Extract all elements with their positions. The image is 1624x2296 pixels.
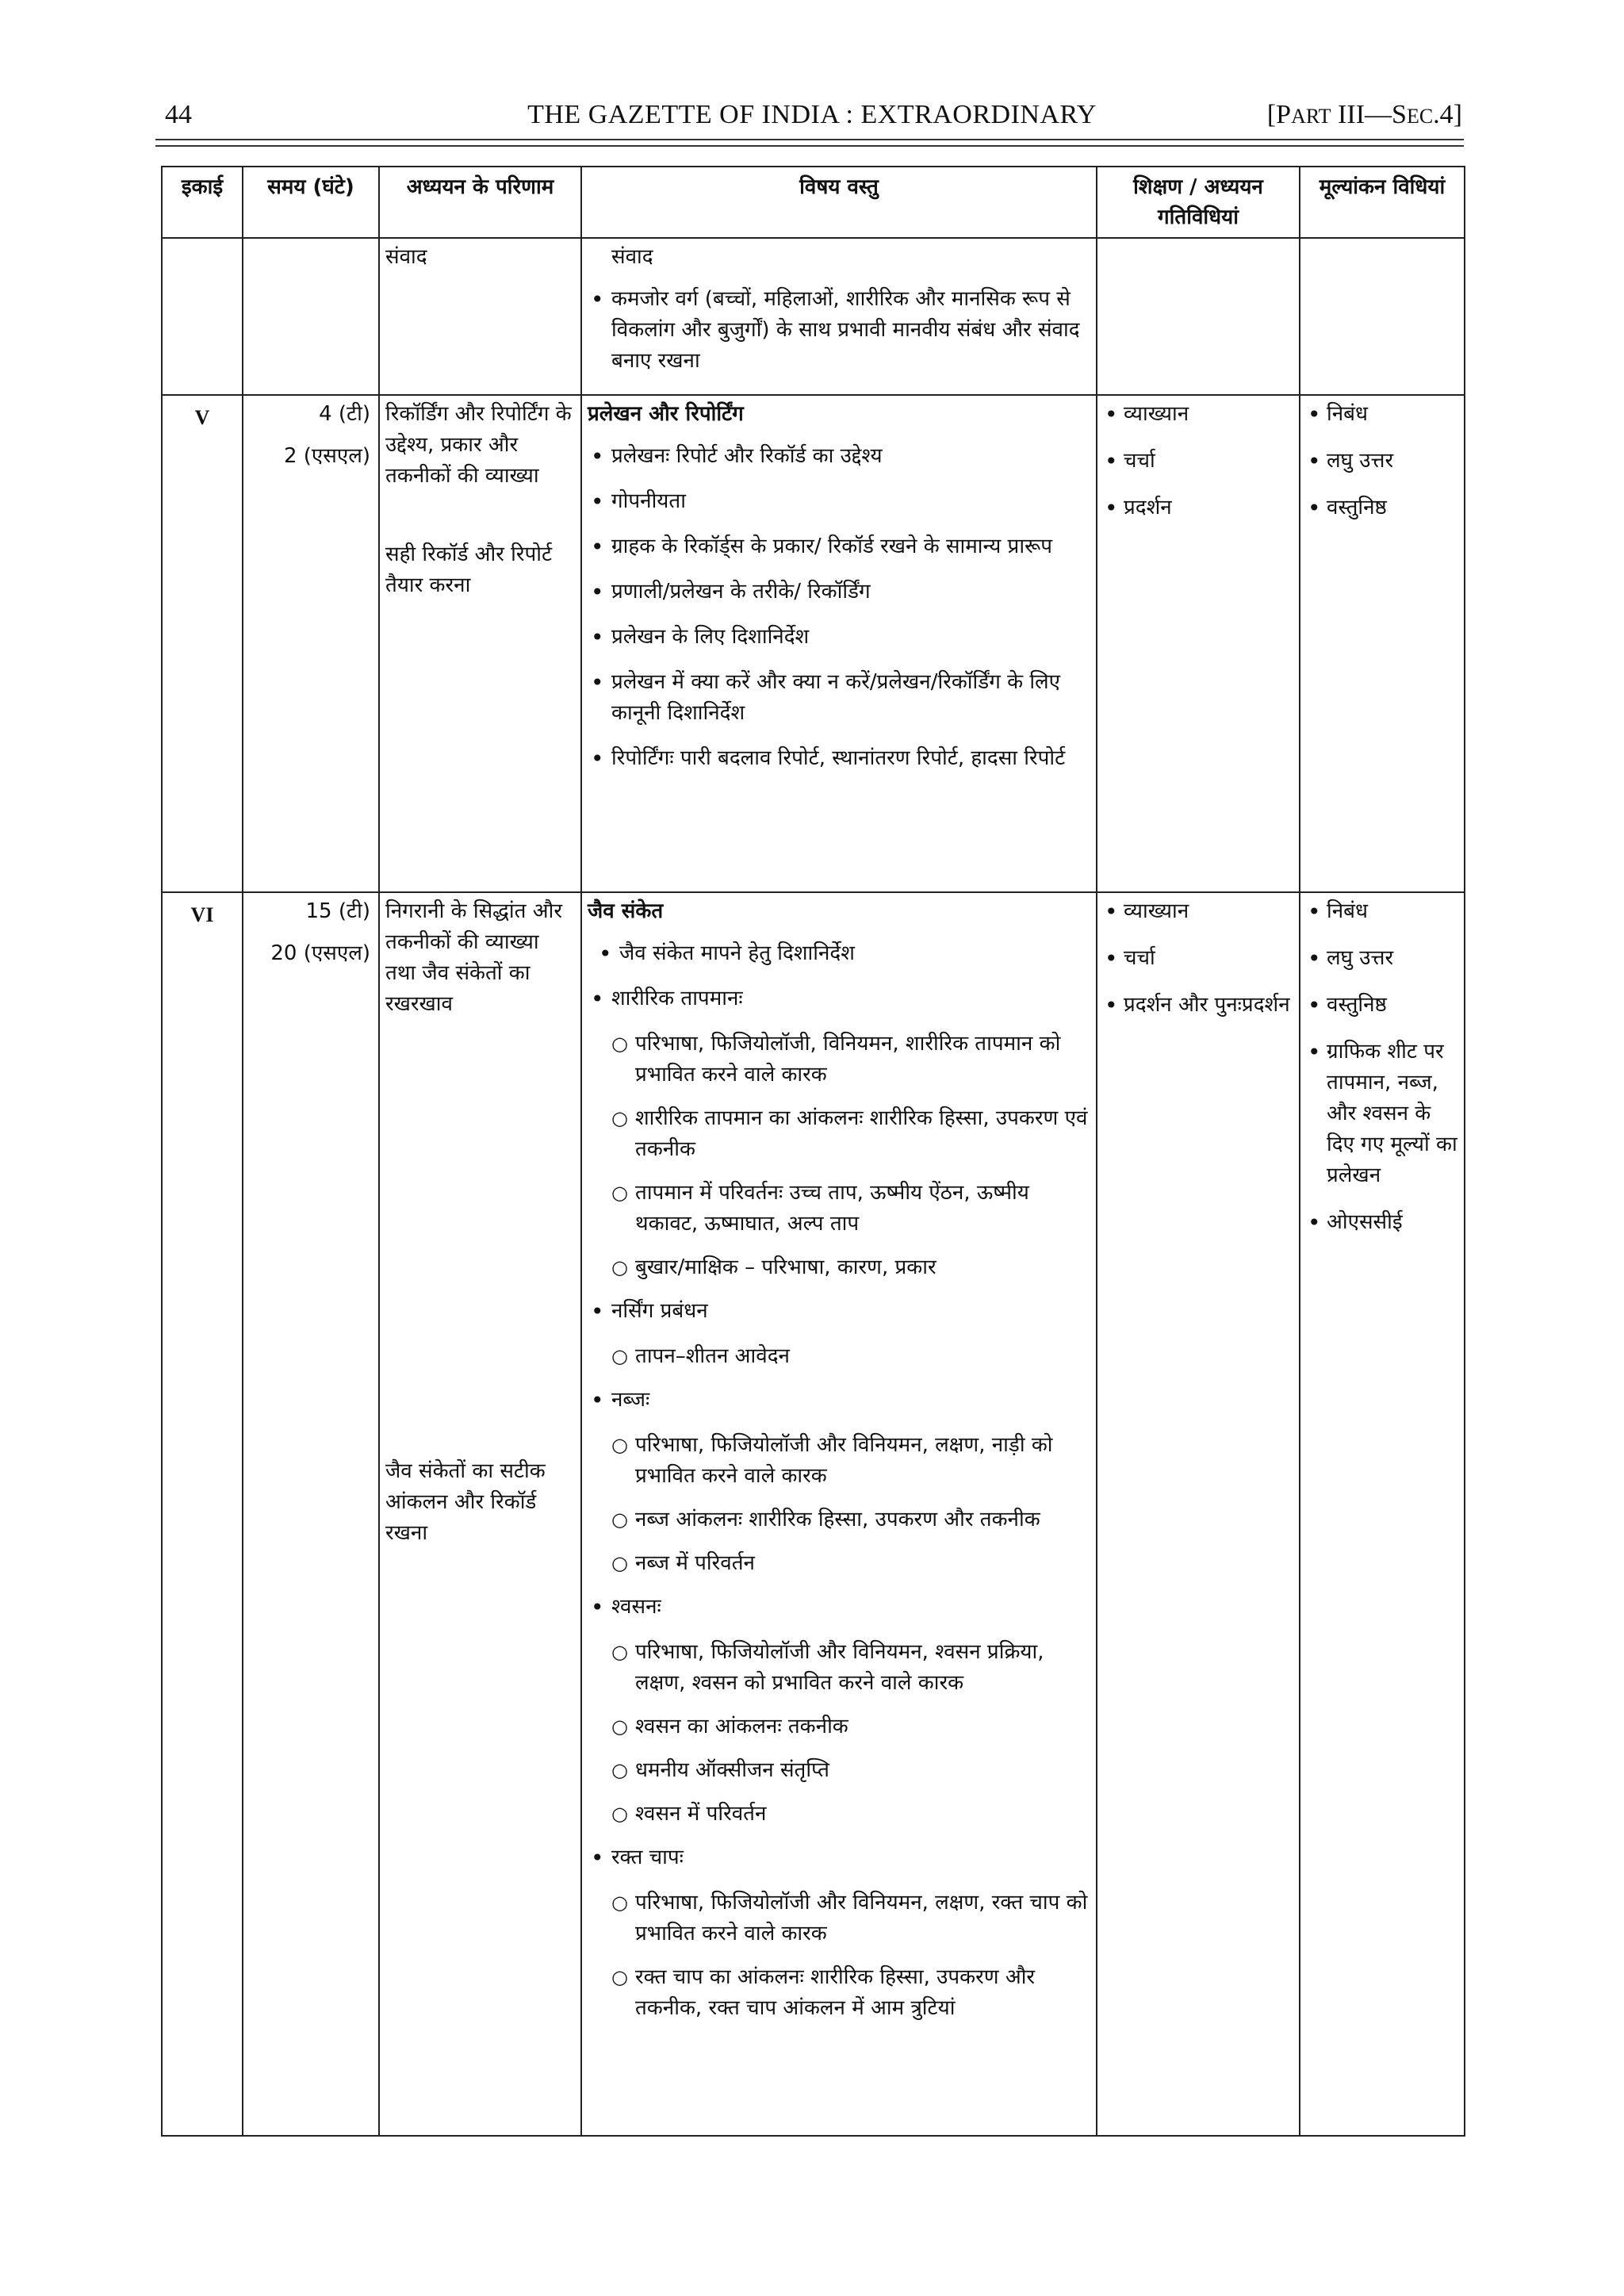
assessment-item: • निबंध bbox=[1306, 399, 1458, 430]
cell-assessment bbox=[1300, 892, 1465, 2136]
header-rule-bottom bbox=[155, 145, 1464, 147]
cell-assessment bbox=[1300, 238, 1465, 395]
time-self-learning: 2 (एसएल) bbox=[283, 444, 370, 468]
assessment-item: • ओएससीई bbox=[1306, 1207, 1458, 1238]
content-item: • गोपनीयता bbox=[588, 486, 1090, 517]
cell-unit: VI bbox=[162, 892, 243, 2136]
content-item: • श्वसनः bbox=[588, 1592, 1090, 1623]
content-subitem: ○ परिभाषा, फिजियोलॉजी और विनियमन, लक्षण, नाड़ी को प्रभावित करने वाले कारक bbox=[588, 1430, 1090, 1492]
content-subitem: ○ श्वसन का आंकलनः तकनीक bbox=[588, 1711, 1090, 1742]
table-header-row bbox=[162, 167, 1465, 238]
content-subitem: ○ श्वसन में परिवर्तन bbox=[588, 1799, 1090, 1830]
syllabus-table bbox=[161, 166, 1465, 2137]
content-subitem: ○ शारीरिक तापमान का आंकलनः शारीरिक हिस्सा, उपकरण एवं तकनीक bbox=[588, 1103, 1090, 1165]
cell-unit bbox=[162, 238, 243, 395]
cell-assessment bbox=[1300, 395, 1465, 892]
page-number: 44 bbox=[165, 100, 192, 129]
content-item: • नब्जः bbox=[588, 1385, 1090, 1416]
content-subitem: ○ तापमान में परिवर्तनः उच्च ताप, ऊष्मीय ऐंठन, ऊष्मीय थकावट, ऊष्माघात, अल्प ताप bbox=[588, 1178, 1090, 1240]
content-subitem: ○ धमनीय ऑक्सीजन संतृप्ति bbox=[588, 1755, 1090, 1786]
header-time: समय (घंटे) bbox=[243, 167, 379, 238]
table-row-continued bbox=[162, 238, 1465, 395]
cell-teaching bbox=[1097, 395, 1300, 892]
content-subitem: ○ बुखार/माक्षिक – परिभाषा, कारण, प्रकार bbox=[588, 1252, 1090, 1283]
content-item: • नर्सिंग प्रबंधन bbox=[588, 1296, 1090, 1327]
content-item: • रिपोर्टिंगः पारी बदलाव रिपोर्ट, स्थानांतरण रिपोर्ट, हादसा रिपोर्ट bbox=[588, 743, 1090, 774]
assessment-item: • लघु उत्तर bbox=[1306, 446, 1458, 477]
header-content: विषय वस्तु bbox=[581, 167, 1097, 238]
cell-outcome bbox=[379, 238, 581, 395]
content-item: • जैव संकेत मापने हेतु दिशानिर्देश bbox=[588, 938, 1090, 969]
content-item: संवाद bbox=[611, 245, 653, 269]
cell-outcome bbox=[379, 892, 581, 2136]
assessment-item: • वस्तुनिष्ठ bbox=[1306, 493, 1458, 523]
header-outcome: अध्ययन के परिणाम bbox=[379, 167, 581, 238]
teaching-item: • चर्चा bbox=[1103, 943, 1293, 974]
content-item: • प्रलेखन के लिए दिशानिर्देश bbox=[588, 622, 1090, 653]
outcome-text: संवाद bbox=[385, 245, 427, 269]
teaching-item: • व्याख्यान bbox=[1103, 399, 1293, 430]
content-subitem: ○ तापन–शीतन आवेदन bbox=[588, 1341, 1090, 1372]
cell-teaching bbox=[1097, 892, 1300, 2136]
cell-content bbox=[581, 238, 1097, 395]
header-teaching: शिक्षण / अध्ययन गतिविधियां bbox=[1097, 167, 1300, 238]
content-subitem: ○ परिभाषा, फिजियोलॉजी और विनियमन, लक्षण, रक्त चाप को प्रभावित करने वाले कारक bbox=[588, 1888, 1090, 1949]
gazette-title: THE GAZETTE OF INDIA : EXTRAORDINARY bbox=[527, 100, 1097, 129]
content-item: • प्रणाली/प्रलेखन के तरीके/ रिकॉर्डिंग bbox=[588, 577, 1090, 608]
header-unit: इकाई bbox=[162, 167, 243, 238]
page-header bbox=[162, 94, 1462, 141]
cell-time bbox=[243, 395, 379, 892]
cell-time bbox=[243, 892, 379, 2136]
content-item: • शारीरिक तापमानः bbox=[588, 983, 1090, 1014]
cell-time bbox=[243, 238, 379, 395]
header-assessment: मूल्यांकन विधियां bbox=[1300, 167, 1465, 238]
content-item: • कमजोर वर्ग (बच्चों, महिलाओं, शारीरिक और मानसिक रूप से विकलांग और बुजुर्गों) के साथ प्रभावी मानवीय संबंध और संवाद बनाए रखना bbox=[588, 284, 1090, 377]
time-theory: 4 (टी) bbox=[319, 402, 370, 426]
cell-unit: V bbox=[162, 395, 243, 892]
time-self-learning: 20 (एसएल) bbox=[270, 941, 370, 965]
outcome-text: निगरानी के सिद्धांत और तकनीकों की व्याख्या तथा जैव संकेतों का रखरखाव bbox=[385, 899, 562, 1016]
content-item: • रक्त चापः bbox=[588, 1842, 1090, 1873]
part-section-label: [PART III—SEC.4] bbox=[1266, 100, 1462, 129]
content-heading: प्रलेखन और रिपोर्टिंग bbox=[588, 402, 744, 426]
content-item: • ग्राहक के रिकॉर्ड्स के प्रकार/ रिकॉर्ड रखने के सामान्य प्रारूप bbox=[588, 531, 1090, 562]
cell-content bbox=[581, 395, 1097, 892]
content-subitem: ○ नब्ज में परिवर्तन bbox=[588, 1548, 1090, 1579]
teaching-item: • प्रदर्शन bbox=[1103, 493, 1293, 523]
assessment-item: • लघु उत्तर bbox=[1306, 943, 1458, 974]
assessment-item: • निबंध bbox=[1306, 896, 1458, 927]
header-rule-top bbox=[155, 139, 1464, 140]
content-subitem: ○ परिभाषा, फिजियोलॉजी और विनियमन, श्वसन प्रक्रिया, लक्षण, श्वसन को प्रभावित करने वाले कारक bbox=[588, 1637, 1090, 1699]
teaching-item: • व्याख्यान bbox=[1103, 896, 1293, 927]
content-item: • प्रलेखनः रिपोर्ट और रिकॉर्ड का उद्देश्य bbox=[588, 441, 1090, 472]
teaching-item: • प्रदर्शन और पुनःप्रदर्शन bbox=[1103, 990, 1293, 1021]
cell-teaching bbox=[1097, 238, 1300, 395]
content-heading: जैव संकेत bbox=[588, 899, 664, 923]
teaching-item: • चर्चा bbox=[1103, 446, 1293, 477]
content-subitem: ○ रक्त चाप का आंकलनः शारीरिक हिस्सा, उपकरण और तकनीक, रक्त चाप आंकलन में आम त्रुटियां bbox=[588, 1962, 1090, 2024]
assessment-item: • ग्राफिक शीट पर तापमान, नब्ज, और श्वसन के दिए गए मूल्यों का प्रलेखन bbox=[1306, 1037, 1458, 1191]
content-subitem: ○ परिभाषा, फिजियोलॉजी, विनियमन, शारीरिक तापमान को प्रभावित करने वाले कारक bbox=[588, 1029, 1090, 1091]
cell-outcome bbox=[379, 395, 581, 892]
table-row-unit-vi bbox=[162, 892, 1465, 2136]
content-item: • प्रलेखन में क्या करें और क्या न करें/प्रलेखन/रिकॉर्डिंग के लिए कानूनी दिशानिर्देश bbox=[588, 667, 1090, 729]
content-subitem: ○ नब्ज आंकलनः शारीरिक हिस्सा, उपकरण और तकनीक bbox=[588, 1504, 1090, 1535]
outcome-text: सही रिकॉर्ड और रिपोर्ट तैयार करना bbox=[385, 542, 553, 597]
assessment-item: • वस्तुनिष्ठ bbox=[1306, 990, 1458, 1021]
cell-content bbox=[581, 892, 1097, 2136]
table-row-unit-v bbox=[162, 395, 1465, 892]
outcome-text: जैव संकेतों का सटीक आंकलन और रिकॉर्ड रखना bbox=[385, 1459, 546, 1545]
time-theory: 15 (टी) bbox=[305, 899, 370, 923]
outcome-text: रिकॉर्डिंग और रिपोर्टिंग के उद्देश्य, प्रकार और तकनीकों की व्याख्या bbox=[385, 402, 572, 488]
